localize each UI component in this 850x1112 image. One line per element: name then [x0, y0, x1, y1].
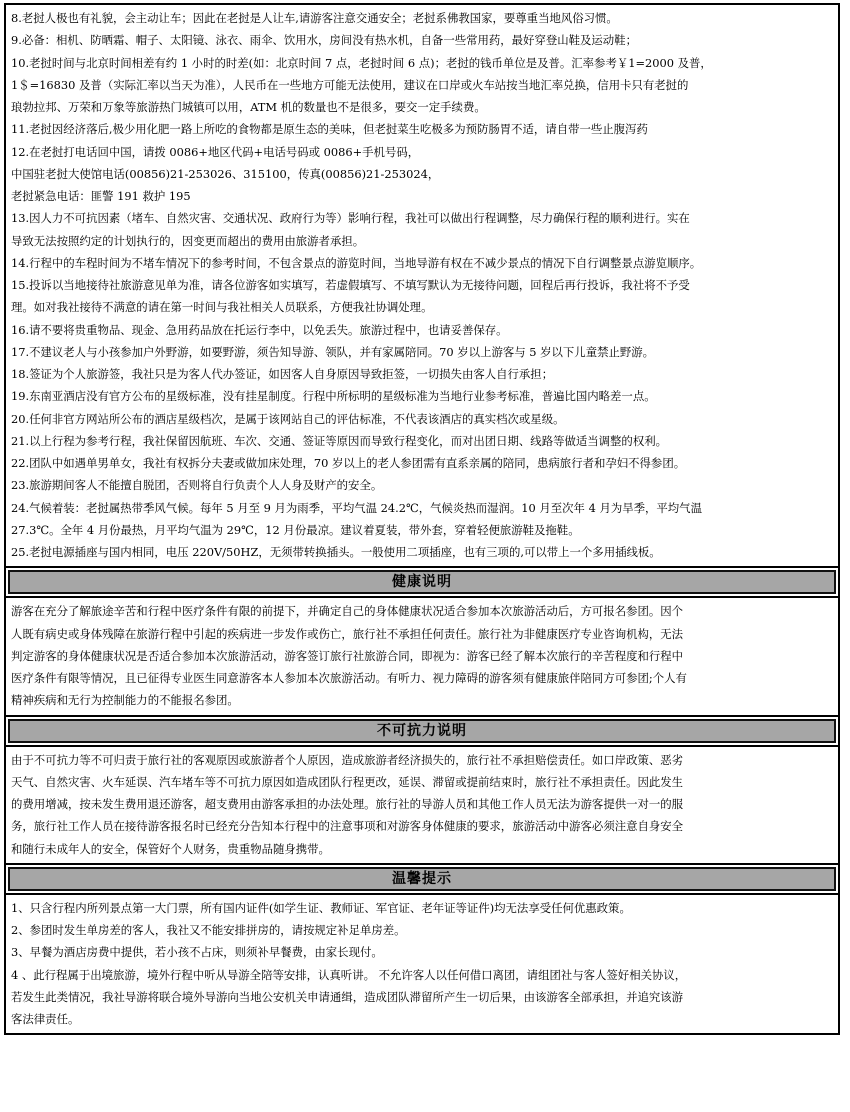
- note-line: 10.老挝时间与北京时间相差有约 1 小时的时差(如：北京时间 7 点，老挝时间 6 点)；老挝的钱币单位是及普。汇率参考￥1=2000 及普，: [11, 55, 712, 70]
- note-line: 1＄=16830 及普（实际汇率以当天为准），人民币在一些地方可能无法使用，建议在口岸或火车站按当地汇率兑换，信用卡只有老挝的: [11, 77, 689, 92]
- tip-line: 1、只含行程内所列景点第一大门票，所有国内证件(如学生证、教师证、军官证、老年证等证件)均无法享受任何优惠政策。: [11, 900, 631, 915]
- note-line: 导致无法按照约定的计划执行的，因变更而超出的费用由旅游者承担。: [11, 233, 365, 248]
- tips-section-title: 温馨提示: [8, 867, 836, 891]
- force-majeure-section: [6, 745, 838, 863]
- note-line: 21.以上行程为参考行程，我社保留因航班、车次、交通、签证等原因而导致行程变化，而对出团日期、线路等做适当调整的权利。: [11, 433, 667, 448]
- note-line: 24.气候着装：老挝属热带季风气候。每年 5 月至 9 月为雨季，平均气温 24.2℃，气候炎热而湿润。10 月至次年 4 月为旱季，平均气温: [11, 500, 702, 515]
- note-line: 15.投诉以当地接待社旅游意见单为准，请各位游客如实填写，若虚假填写、不填写默认为无接待问题，回程后再行投诉，我社将不予受: [11, 278, 690, 292]
- note-line: 13.因人力不可抗因素（堵车、自然灾害、交通状况、政府行为等）影响行程，我社可以做出行程调整，尽力确保行程的顺利进行。实在: [11, 211, 690, 226]
- note-line: 理。如对我社接待不满意的请在第一时间与我社相关人员联系，方便我社协调处理。: [11, 300, 433, 315]
- note-line: 12.在老挝打电话回中国，请拨 0086+地区代码+电话号码或 0086+手机号码，: [11, 144, 420, 159]
- health-line: 医疗条件有限等情况，且已征得专业医生同意游客本人参加本次旅游活动。有听力、视力障碍的游客须有健康旅伴陪同方可参团;个人有: [11, 671, 687, 685]
- note-line: 中国驻老挝大使馆电话(00856)21-253026、315100，传真(00856)21-253024，: [11, 166, 440, 181]
- force-line: 和随行未成年人的安全，保管好个人财务，贵重物品随身携带。: [11, 841, 330, 856]
- note-line: 11.老挝因经济落后,极少用化肥一路上所吃的食物都是原生态的美味，但老挝菜生吃极多为预防肠胃不适，请自带一些止腹泻药: [11, 122, 648, 137]
- note-line: 老挝紧急电话：匪警 191 救护 195: [11, 189, 191, 203]
- force-line: 的费用增减，按未发生费用退还游客，超支费用由游客承担的办法处理。旅行社的导游人员和其他工作人员无法为游客提供一对一的服: [11, 797, 684, 811]
- note-line: 16.请不要将贵重物品、现金、急用药品放在托运行李中，以免丢失。旅游过程中，也请妥善保存。: [11, 322, 508, 337]
- health-line: 精神疾病和无行为控制能力的不能报名参团。: [11, 693, 239, 708]
- force-line: 务，旅行社工作人员在接待游客报名时已经充分告知本行程中的注意事项和对游客身体健康的要求，旅游活动中游客必须注意自身安全: [11, 819, 684, 834]
- note-line: 9.必备：相机、防晒霜、帽子、太阳镜、泳衣、雨伞、饮用水，房间没有热水机，自备一些常用药，最好穿登山鞋及运动鞋；: [11, 33, 637, 48]
- health-section-title: 健康说明: [8, 570, 836, 594]
- force-line: 天气、自然灾害、火车延误、汽车堵车等不可抗力原因如造成团队行程更改，延误、滞留或提前结束时，旅行社不承担责任。因此发生: [11, 774, 684, 789]
- note-line: 20.任何非官方网站所公布的酒店星级档次，是属于该网站自己的评估标准，不代表该酒店的真实档次或星级。: [11, 411, 565, 426]
- note-line: 17.不建议老人与小孩参加户外野游，如要野游，须告知导游、领队，并有家属陪同。70 岁以上游客与 5 岁以下儿童禁止野游。: [11, 344, 655, 359]
- tips-header-row: [6, 863, 838, 893]
- note-line: 23.旅游期间客人不能擅自脱团，否则将自行负责个人人身及财产的安全。: [11, 478, 383, 493]
- health-section: [6, 596, 838, 714]
- health-line: 游客在充分了解旅途辛苦和行程中医疗条件有限的前提下，并确定自己的身体健康状况适合参加本次旅游活动后，方可报名参团。因个: [11, 604, 684, 619]
- tip-line: 若发生此类情况，我社导游将联合境外导游向当地公安机关申请通缉，造成团队滞留所产生一切后果，由该游客全部承担，并追究该游: [11, 989, 684, 1004]
- note-line: 27.3℃。全年 4 月份最热，月平均气温为 29℃，12 月份最凉。建议着夏装，带外套，穿着轻便旅游鞋及拖鞋。: [11, 522, 580, 537]
- tips-section: [6, 893, 838, 1034]
- itinerary-notes-document: [4, 3, 840, 1035]
- health-line: 判定游客的身体健康状况是否适合参加本次旅游活动，游客签订旅行社旅游合同，即视为：游客已经了解本次旅行的辛苦程度和行程中: [11, 648, 684, 663]
- tip-line: 2、参团时发生单房差的客人，我社又不能安排拼房的，请按规定补足单房差。: [11, 923, 406, 937]
- tip-line: 客法律责任。: [11, 1012, 80, 1026]
- note-line: 22.团队中如遇单男单女，我社有权拆分夫妻或做加床处理，70 岁以上的老人参团需有直系亲属的陪同，患病旅行者和孕妇不得参团。: [11, 456, 686, 470]
- force-line: 由于不可抗力等不可归责于旅行社的客观原因或旅游者个人原因，造成旅游者经济损失的，旅行社不承担赔偿责任。如口岸政策、恶劣: [11, 752, 684, 767]
- health-line: 人既有病史或身体残障在旅游行程中引起的疾病进一步发作或伤亡，旅行社不承担任何责任。旅行社为非健康医疗专业咨询机构，无法: [11, 626, 684, 641]
- note-line: 琅勃拉邦、万荣和万象等旅游热门城镇可以用，ATM 机的数量也不是很多，要交一定手续费。: [11, 100, 486, 114]
- notes-section: [6, 3, 838, 566]
- tip-line: 4 、此行程属于出境旅游，境外行程中听从导游全陪等安排，认真听讲。 不允许客人以任何借口离团，请组团社与客人签好相关协议，: [11, 967, 687, 982]
- note-line: 25.老挝电源插座与国内相同，电压 220V/50HZ，无须带转换插头。一般使用二项插座，也有三项的,可以带上一个多用插线板。: [11, 545, 661, 559]
- note-line: 8.老挝人极也有礼貌，会主动让车；因此在老挝是人让车,请游客注意交通安全；老挝系佛教国家，要尊重当地风俗习惯。: [11, 11, 618, 25]
- note-line: 14.行程中的车程时间为不堵车情况下的参考时间，不包含景点的游览时间，当地导游有权在不减少景点的情况下自行调整景点游览顺序。: [11, 255, 702, 270]
- force-header-row: [6, 715, 838, 745]
- tip-line: 3、早餐为酒店房费中提供，若小孩不占床，则须补早餐费，由家长现付。: [11, 945, 383, 960]
- note-line: 18.签证为个人旅游签，我社只是为客人代办签证，如因客人自身原因导致拒签，一切损失由客人自行承担；: [11, 367, 554, 381]
- force-majeure-section-title: 不可抗力说明: [8, 719, 836, 743]
- health-header-row: [6, 566, 838, 596]
- note-line: 19.东南亚酒店没有官方公布的星级标准，没有挂星制度。行程中所标明的星级标准为当地行业参考标准，普遍比国内略差一点。: [11, 389, 656, 404]
